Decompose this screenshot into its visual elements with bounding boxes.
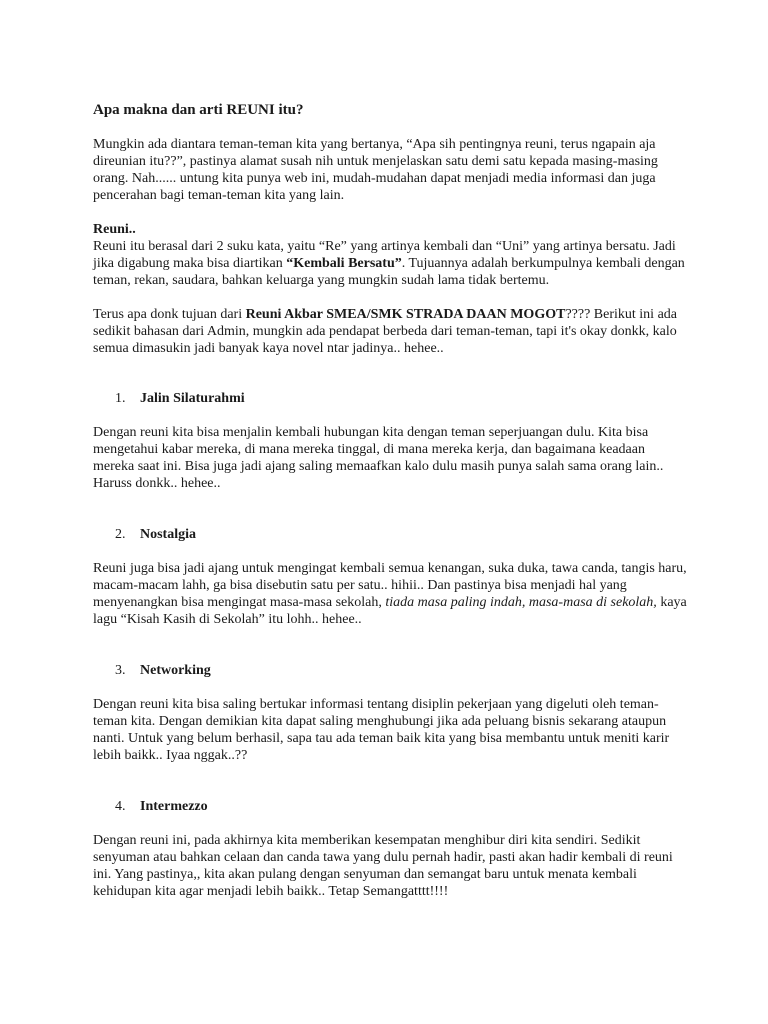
section-text-1: Dengan reuni kita bisa menjalin kembali hubungan kita dengan teman seperjuangan dulu. Kita bisa mengetahui kabar mereka, di mana mereka tinggal, di mana mereka kerja, dan bagaimana keadaan mereka saat ini. Bisa juga jadi ajang saling memaafkan kalo dulu masih punya salah sama orang lain.. Haruss donkk.. hehee.. (93, 425, 664, 491)
section-title: Networking (140, 663, 211, 678)
section-number: 3. (115, 663, 126, 678)
section-title: Intermezzo (140, 799, 208, 814)
section-title: Nostalgia (140, 527, 196, 542)
section-heading-2 (93, 526, 688, 543)
reuni-definition (93, 221, 688, 289)
section-text-2: Reuni juga bisa jadi ajang untuk mengingat kembali semua kenangan, suka duka, tawa canda, tangis haru, macam-macam lahh, ga bisa disebutin satu per satu.. hihii.. Dan pastinya bisa menjadi hal yang menyenangkan bisa mengingat masa-masa sekolah, tiada masa paling indah, masa-masa di sekolah, kaya lagu “Kisah Kasih di Sekolah” itu lohh.. hehee.. (93, 561, 687, 627)
reuni-heading: Reuni.. (93, 222, 136, 237)
section-title: Jalin Silaturahmi (140, 391, 245, 406)
section-heading-3 (93, 662, 688, 679)
section-text-3: Dengan reuni kita bisa saling bertukar informasi tentang disiplin pekerjaan yang digeluti oleh teman-teman kita. Dengan demikian kita dapat saling menghubungi jika ada peluang bisnis sekarang ataupun nanti. Untuk yang belum berhasil, sapa tau ada teman baik kita yang bisa membantu untuk meniti karir lebih baikk.. Iyaa nggak..?? (93, 697, 670, 763)
section-heading-4 (93, 798, 688, 815)
section-number: 2. (115, 527, 126, 542)
reuni-paragraph: Reuni itu berasal dari 2 suku kata, yaitu “Re” yang artinya kembali dan “Uni” yang artinya bersatu. Jadi jika digabung maka bisa diartikan “Kembali Bersatu”. Tujuannya adalah berkumpulnya kembali dengan teman, rekan, saudara, bahkan keluarga yang mungkin sudah lama tidak bertemu. (93, 239, 685, 288)
section-number: 4. (115, 799, 126, 814)
song-lyric-italic: tiada masa paling indah, masa-masa di sekolah, (385, 595, 657, 610)
event-name: Reuni Akbar SMEA/SMK STRADA DAAN MOGOT (245, 307, 566, 322)
intro-paragraph: Mungkin ada diantara teman-teman kita yang bertanya, “Apa sih pentingnya reuni, terus ngapain aja direunian itu??”, pastinya alamat susah nih untuk menjelaskan satu demi satu kepada masing-masing orang. Nah...... untung kita punya web ini, mudah-mudahan dapat menjadi media informasi dan juga pencerahan bagi teman-teman kita yang lain. (93, 137, 658, 203)
tujuan-paragraph: Terus apa donk tujuan dari Reuni Akbar SMEA/SMK STRADA DAAN MOGOT???? Berikut ini ada sedikit bahasan dari Admin, mungkin ada pendapat berbeda dari teman-teman, tapi it's okay donkk, kalo semua dimasukin jadi banyak kaya novel ntar jadinya.. hehee.. (93, 307, 677, 356)
page-title: Apa makna dan arti REUNI itu? (93, 102, 304, 118)
section-heading-1 (93, 390, 688, 407)
reuni-emphasis: “Kembali Bersatu” (286, 256, 402, 271)
section-text-4: Dengan reuni ini, pada akhirnya kita memberikan kesempatan menghibur diri kita sendiri. Sedikit senyuman atau bahkan celaan dan canda tawa yang dulu pernah hadir, pasti akan hadir kembali di reuni ini. Yang pastinya,, kita akan pulang dengan senyuman dan semangat baru untuk menata kembali kehidupan kita agar menjadi lebih baikk.. Tetap Semangatttt!!!! (93, 833, 673, 899)
section-number: 1. (115, 391, 126, 406)
